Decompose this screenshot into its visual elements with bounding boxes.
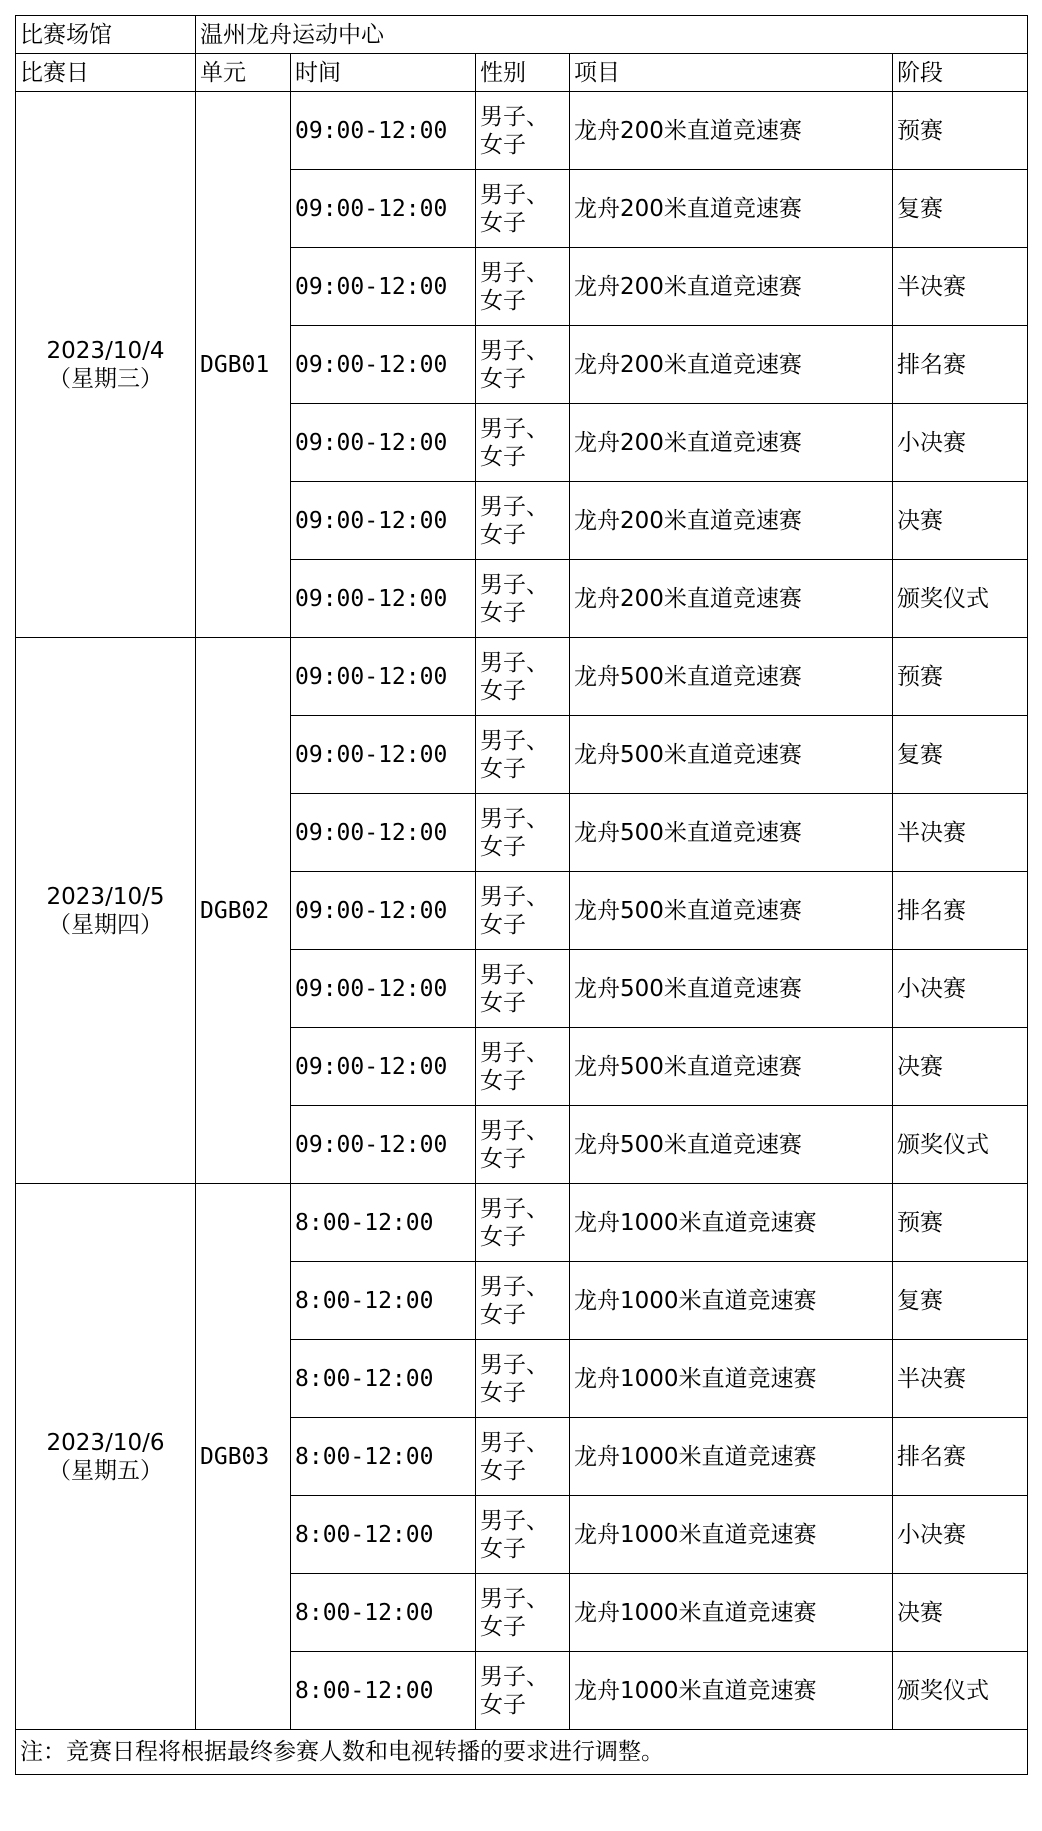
gender-line-1: 男子、 bbox=[480, 727, 549, 754]
gender-cell bbox=[476, 1106, 570, 1184]
gender-cell bbox=[476, 170, 570, 248]
weekday-text: （星期三） bbox=[48, 365, 163, 392]
unit-cell: DGB02 bbox=[196, 638, 291, 1184]
event-cell: 龙舟200米直道竞速赛 bbox=[570, 248, 893, 326]
unit-cell: DGB01 bbox=[196, 92, 291, 638]
unit-cell: DGB03 bbox=[196, 1184, 291, 1730]
header-gender: 性别 bbox=[476, 54, 570, 92]
stage-cell: 排名赛 bbox=[893, 1418, 1028, 1496]
gender-cell bbox=[476, 1028, 570, 1106]
gender-line-2: 女子 bbox=[480, 1301, 526, 1328]
gender-line-2: 女子 bbox=[480, 599, 526, 626]
gender-cell bbox=[476, 92, 570, 170]
time-cell: 09:00-12:00 bbox=[291, 92, 476, 170]
date-cell bbox=[16, 1184, 196, 1730]
date-cell bbox=[16, 638, 196, 1184]
event-cell: 龙舟1000米直道竞速赛 bbox=[570, 1262, 893, 1340]
gender-line-1: 男子、 bbox=[480, 961, 549, 988]
time-cell: 8:00-12:00 bbox=[291, 1184, 476, 1262]
gender-line-1: 男子、 bbox=[480, 1273, 549, 1300]
gender-line-2: 女子 bbox=[480, 131, 526, 158]
header-unit: 单元 bbox=[196, 54, 291, 92]
time-cell: 09:00-12:00 bbox=[291, 1106, 476, 1184]
event-cell: 龙舟500米直道竞速赛 bbox=[570, 794, 893, 872]
header-date: 比赛日 bbox=[16, 54, 196, 92]
table-row bbox=[16, 1184, 1028, 1262]
gender-line-1: 男子、 bbox=[480, 571, 549, 598]
stage-cell: 预赛 bbox=[893, 92, 1028, 170]
gender-line-1: 男子、 bbox=[480, 1507, 549, 1534]
stage-cell: 颁奖仪式 bbox=[893, 560, 1028, 638]
time-cell: 8:00-12:00 bbox=[291, 1496, 476, 1574]
stage-cell: 半决赛 bbox=[893, 1340, 1028, 1418]
event-cell: 龙舟1000米直道竞速赛 bbox=[570, 1652, 893, 1730]
gender-cell bbox=[476, 1574, 570, 1652]
stage-cell: 半决赛 bbox=[893, 794, 1028, 872]
gender-line-2: 女子 bbox=[480, 1457, 526, 1484]
time-cell: 09:00-12:00 bbox=[291, 404, 476, 482]
event-cell: 龙舟200米直道竞速赛 bbox=[570, 482, 893, 560]
gender-cell bbox=[476, 1340, 570, 1418]
time-cell: 09:00-12:00 bbox=[291, 794, 476, 872]
gender-cell bbox=[476, 248, 570, 326]
time-cell: 09:00-12:00 bbox=[291, 1028, 476, 1106]
gender-cell bbox=[476, 638, 570, 716]
time-cell: 09:00-12:00 bbox=[291, 326, 476, 404]
gender-line-2: 女子 bbox=[480, 521, 526, 548]
date-cell bbox=[16, 92, 196, 638]
date-text: 2023/10/4 bbox=[46, 337, 165, 364]
header-stage: 阶段 bbox=[893, 54, 1028, 92]
stage-cell: 半决赛 bbox=[893, 248, 1028, 326]
stage-cell: 预赛 bbox=[893, 1184, 1028, 1262]
gender-line-2: 女子 bbox=[480, 833, 526, 860]
time-cell: 8:00-12:00 bbox=[291, 1574, 476, 1652]
gender-cell bbox=[476, 326, 570, 404]
event-cell: 龙舟1000米直道竞速赛 bbox=[570, 1418, 893, 1496]
schedule-body bbox=[16, 16, 1028, 1775]
stage-cell: 小决赛 bbox=[893, 404, 1028, 482]
gender-line-1: 男子、 bbox=[480, 1351, 549, 1378]
gender-line-1: 男子、 bbox=[480, 1429, 549, 1456]
gender-line-1: 男子、 bbox=[480, 1039, 549, 1066]
gender-cell bbox=[476, 1418, 570, 1496]
gender-cell bbox=[476, 560, 570, 638]
stage-cell: 排名赛 bbox=[893, 872, 1028, 950]
event-cell: 龙舟500米直道竞速赛 bbox=[570, 716, 893, 794]
time-cell: 09:00-12:00 bbox=[291, 248, 476, 326]
gender-line-2: 女子 bbox=[480, 1067, 526, 1094]
time-cell: 09:00-12:00 bbox=[291, 170, 476, 248]
table-row bbox=[16, 638, 1028, 716]
date-text: 2023/10/6 bbox=[46, 1429, 165, 1456]
venue-row bbox=[16, 16, 1028, 54]
time-cell: 8:00-12:00 bbox=[291, 1418, 476, 1496]
stage-cell: 复赛 bbox=[893, 1262, 1028, 1340]
stage-cell: 决赛 bbox=[893, 1574, 1028, 1652]
time-cell: 09:00-12:00 bbox=[291, 872, 476, 950]
gender-line-1: 男子、 bbox=[480, 649, 549, 676]
stage-cell: 颁奖仪式 bbox=[893, 1652, 1028, 1730]
gender-line-1: 男子、 bbox=[480, 103, 549, 130]
header-event: 项目 bbox=[570, 54, 893, 92]
event-cell: 龙舟500米直道竞速赛 bbox=[570, 872, 893, 950]
gender-line-2: 女子 bbox=[480, 365, 526, 392]
event-cell: 龙舟200米直道竞速赛 bbox=[570, 404, 893, 482]
gender-line-2: 女子 bbox=[480, 1691, 526, 1718]
gender-line-1: 男子、 bbox=[480, 805, 549, 832]
gender-line-1: 男子、 bbox=[480, 181, 549, 208]
gender-line-2: 女子 bbox=[480, 1379, 526, 1406]
gender-line-2: 女子 bbox=[480, 1145, 526, 1172]
time-cell: 09:00-12:00 bbox=[291, 716, 476, 794]
stage-cell: 排名赛 bbox=[893, 326, 1028, 404]
gender-line-1: 男子、 bbox=[480, 337, 549, 364]
venue-value: 温州龙舟运动中心 bbox=[196, 16, 1028, 54]
event-cell: 龙舟500米直道竞速赛 bbox=[570, 950, 893, 1028]
gender-cell bbox=[476, 794, 570, 872]
event-cell: 龙舟500米直道竞速赛 bbox=[570, 638, 893, 716]
gender-line-2: 女子 bbox=[480, 1535, 526, 1562]
gender-cell bbox=[476, 482, 570, 560]
note-row bbox=[16, 1730, 1028, 1775]
gender-cell bbox=[476, 716, 570, 794]
event-cell: 龙舟500米直道竞速赛 bbox=[570, 1028, 893, 1106]
footnote: 注：竞赛日程将根据最终参赛人数和电视转播的要求进行调整。 bbox=[16, 1730, 1028, 1775]
event-cell: 龙舟200米直道竞速赛 bbox=[570, 326, 893, 404]
table-row bbox=[16, 92, 1028, 170]
gender-line-2: 女子 bbox=[480, 1613, 526, 1640]
gender-line-2: 女子 bbox=[480, 755, 526, 782]
date-text: 2023/10/5 bbox=[46, 883, 165, 910]
stage-cell: 决赛 bbox=[893, 1028, 1028, 1106]
stage-cell: 复赛 bbox=[893, 170, 1028, 248]
gender-line-1: 男子、 bbox=[480, 1195, 549, 1222]
time-cell: 09:00-12:00 bbox=[291, 482, 476, 560]
stage-cell: 复赛 bbox=[893, 716, 1028, 794]
gender-line-1: 男子、 bbox=[480, 415, 549, 442]
gender-cell bbox=[476, 1652, 570, 1730]
gender-cell bbox=[476, 1262, 570, 1340]
gender-cell bbox=[476, 950, 570, 1028]
time-cell: 8:00-12:00 bbox=[291, 1652, 476, 1730]
weekday-text: （星期四） bbox=[48, 911, 163, 938]
weekday-text: （星期五） bbox=[48, 1457, 163, 1484]
gender-line-2: 女子 bbox=[480, 209, 526, 236]
gender-cell bbox=[476, 404, 570, 482]
gender-line-1: 男子、 bbox=[480, 1117, 549, 1144]
stage-cell: 颁奖仪式 bbox=[893, 1106, 1028, 1184]
gender-line-1: 男子、 bbox=[480, 493, 549, 520]
gender-cell bbox=[476, 1184, 570, 1262]
header-row bbox=[16, 54, 1028, 92]
gender-line-2: 女子 bbox=[480, 677, 526, 704]
gender-line-2: 女子 bbox=[480, 1223, 526, 1250]
stage-cell: 决赛 bbox=[893, 482, 1028, 560]
schedule-table bbox=[15, 15, 1028, 1775]
time-cell: 09:00-12:00 bbox=[291, 638, 476, 716]
event-cell: 龙舟200米直道竞速赛 bbox=[570, 170, 893, 248]
stage-cell: 预赛 bbox=[893, 638, 1028, 716]
event-cell: 龙舟200米直道竞速赛 bbox=[570, 92, 893, 170]
event-cell: 龙舟1000米直道竞速赛 bbox=[570, 1184, 893, 1262]
gender-line-1: 男子、 bbox=[480, 259, 549, 286]
time-cell: 8:00-12:00 bbox=[291, 1340, 476, 1418]
event-cell: 龙舟500米直道竞速赛 bbox=[570, 1106, 893, 1184]
gender-line-2: 女子 bbox=[480, 989, 526, 1016]
time-cell: 09:00-12:00 bbox=[291, 950, 476, 1028]
event-cell: 龙舟1000米直道竞速赛 bbox=[570, 1574, 893, 1652]
gender-cell bbox=[476, 872, 570, 950]
gender-cell bbox=[476, 1496, 570, 1574]
gender-line-2: 女子 bbox=[480, 443, 526, 470]
gender-line-1: 男子、 bbox=[480, 1663, 549, 1690]
header-time: 时间 bbox=[291, 54, 476, 92]
stage-cell: 小决赛 bbox=[893, 950, 1028, 1028]
venue-label: 比赛场馆 bbox=[16, 16, 196, 54]
time-cell: 8:00-12:00 bbox=[291, 1262, 476, 1340]
event-cell: 龙舟200米直道竞速赛 bbox=[570, 560, 893, 638]
stage-cell: 小决赛 bbox=[893, 1496, 1028, 1574]
gender-line-1: 男子、 bbox=[480, 883, 549, 910]
gender-line-2: 女子 bbox=[480, 287, 526, 314]
event-cell: 龙舟1000米直道竞速赛 bbox=[570, 1340, 893, 1418]
gender-line-1: 男子、 bbox=[480, 1585, 549, 1612]
event-cell: 龙舟1000米直道竞速赛 bbox=[570, 1496, 893, 1574]
gender-line-2: 女子 bbox=[480, 911, 526, 938]
time-cell: 09:00-12:00 bbox=[291, 560, 476, 638]
